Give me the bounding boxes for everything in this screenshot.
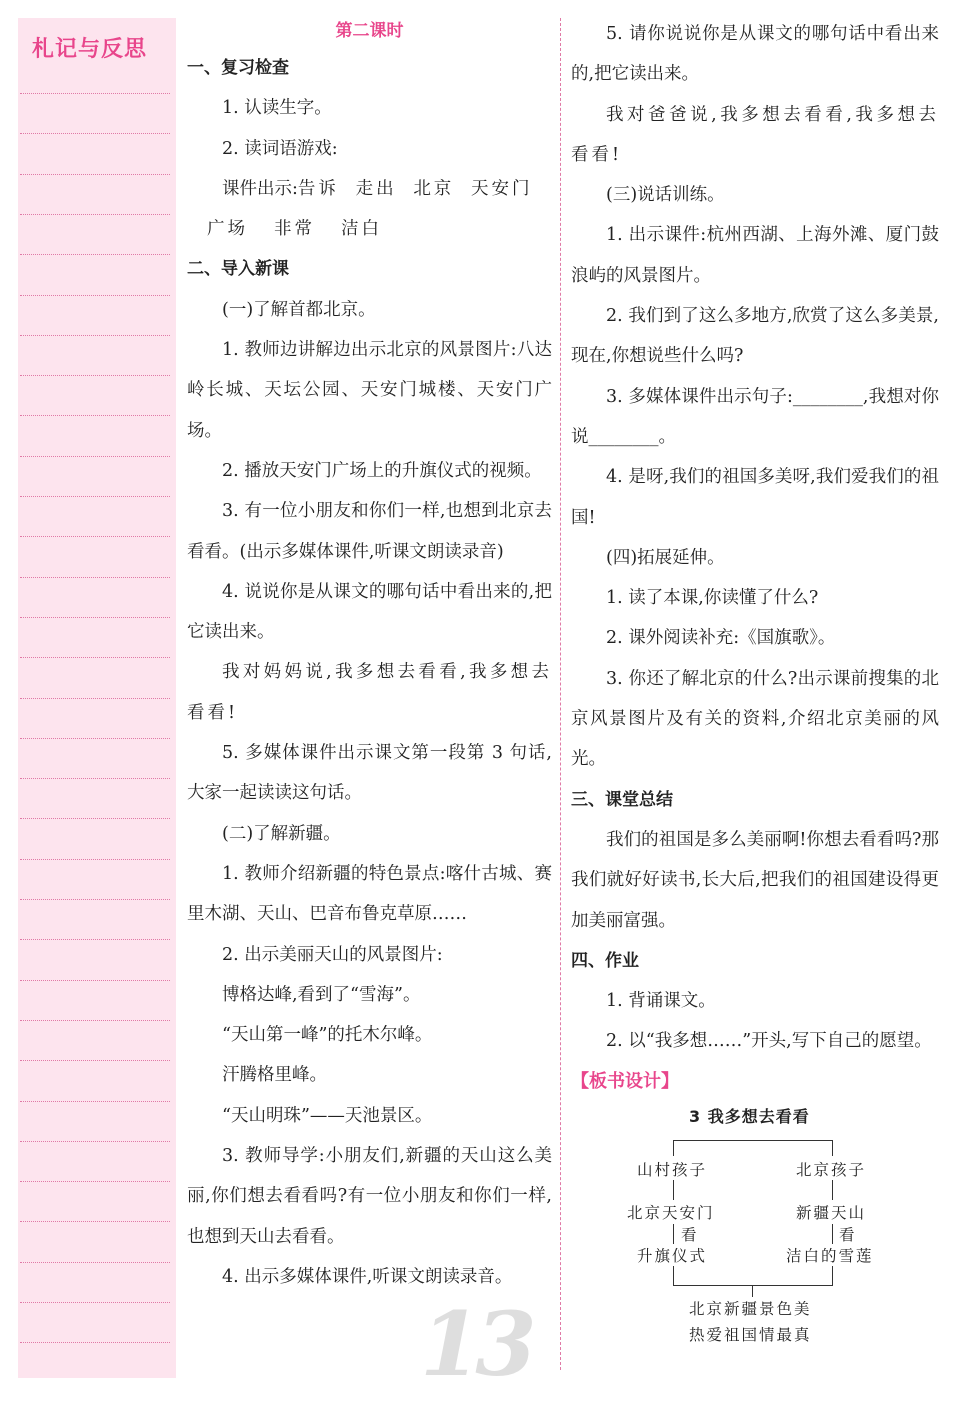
paragraph: 3. 教师导学:小朋友们,新疆的天山这么美丽,你们想去看看吗?有一位小朋友和你们一样,也想到天山去看看。 (187, 1146, 552, 1247)
subsection-heading: (一)了解首都北京。 (222, 299, 376, 320)
sidebar-ruled-line (20, 698, 170, 699)
word-list-intro: 课件出示: (222, 178, 298, 199)
paragraph: 2. 播放天安门广场上的升旗仪式的视频。 (222, 460, 542, 481)
sidebar-ruled-line (20, 617, 170, 618)
subsection-heading: (三)说话训练。 (606, 185, 725, 206)
board-left-bottom: 升旗仪式 (637, 1247, 708, 1265)
sidebar-ruled-line (20, 133, 170, 134)
list-item: 2. 以“我多想……”开头,写下自己的愿望。 (606, 1031, 932, 1052)
notes-sidebar (18, 18, 176, 1378)
board-conclusion-2: 热爱祖国情最真 (689, 1326, 812, 1344)
board-connector (673, 1266, 674, 1286)
sidebar-ruled-line (20, 1181, 170, 1182)
list-item: 博格达峰,看到了“雪海”。 (222, 984, 421, 1005)
sidebar-ruled-line (20, 536, 170, 537)
sidebar-ruled-line (20, 818, 170, 819)
sidebar-ruled-line (20, 456, 170, 457)
sidebar-title: 札记与反思 (32, 37, 148, 62)
paragraph: 2. 出示美丽天山的风景图片: (222, 944, 443, 965)
sidebar-ruled-line (20, 375, 170, 376)
sidebar-ruled-line (20, 577, 170, 578)
word: 非常 (274, 219, 315, 240)
list-item: 汗腾格里峰。 (222, 1065, 327, 1086)
list-item: “天山明珠”——天池景区。 (222, 1105, 433, 1126)
paragraph: 我们的祖国是多么美丽啊!你想去看看吗?那我们就好好读书,长大后,把我们的祖国建设得更加美丽富强。 (571, 829, 939, 931)
quote: 我对爸爸说,我多想去看看,我多想去看看! (571, 104, 939, 165)
right-column (571, 14, 939, 1102)
sidebar-ruled-line (20, 214, 170, 215)
board-design-heading: 【板书设计】 (571, 1070, 679, 1092)
sidebar-ruled-line (20, 254, 170, 255)
board-right-mid: 新疆天山 (796, 1204, 867, 1222)
sidebar-ruled-line (20, 415, 170, 416)
paragraph: 3. 有一位小朋友和你们一样,也想到北京去看看。(出示多媒体课件,听课文朗读录音) (187, 501, 552, 562)
section-heading-homework: 四、作业 (571, 950, 639, 971)
sidebar-ruled-line (20, 980, 170, 981)
board-right-bottom: 洁白的雪莲 (786, 1247, 874, 1265)
board-right-top: 北京孩子 (796, 1161, 867, 1179)
column-divider (560, 18, 561, 1370)
word: 告诉 (297, 178, 339, 199)
list-item: 1. 背诵课文。 (606, 991, 716, 1012)
sidebar-ruled-line (20, 939, 170, 940)
board-connector (832, 1224, 833, 1244)
board-top-bar (673, 1140, 833, 1141)
sidebar-ruled-line (20, 295, 170, 296)
left-column (187, 14, 552, 1297)
board-title: 3 我多想去看看 (689, 1107, 810, 1126)
board-left-mid: 北京天安门 (627, 1204, 715, 1222)
board-left-top: 山村孩子 (637, 1161, 708, 1179)
paragraph: 2. 读词语游戏: (222, 138, 338, 159)
page-number: 13 (420, 1292, 531, 1396)
board-connector (832, 1180, 833, 1200)
board-conclusion-1: 北京新疆景色美 (689, 1300, 812, 1318)
sidebar-ruled-lines (20, 18, 170, 1378)
sidebar-ruled-line (20, 1060, 170, 1061)
sidebar-ruled-line (20, 1101, 170, 1102)
board-connector (752, 1285, 753, 1297)
sidebar-ruled-line (20, 93, 170, 94)
paragraph: 3. 多媒体课件出示句子:________,我想对你说________。 (571, 386, 939, 447)
paragraph: 2. 课外阅读补充:《国旗歌》。 (606, 628, 836, 649)
word: 走出 (355, 178, 397, 199)
subsection-heading: (四)拓展延伸。 (606, 547, 725, 568)
paragraph: 1. 教师介绍新疆的特色景点:喀什古城、赛里木湖、天山、巴音布鲁克草原…… (187, 863, 552, 925)
board-bottom-bar (673, 1285, 833, 1286)
board-left-verb: 看 (681, 1226, 699, 1244)
paragraph: 5. 多媒体课件出示课文第一段第 3 句话,大家一起读读这句话。 (187, 743, 552, 804)
word-list-row (187, 169, 552, 209)
quote: 我对妈妈说,我多想去看看,我多想去看看! (187, 662, 552, 723)
sidebar-ruled-line (20, 1262, 170, 1263)
paragraph: 3. 你还了解北京的什么?出示课前搜集的北京风景图片及有关的资料,介绍北京美丽的风光。 (571, 668, 939, 770)
section-heading-summary: 三、课堂总结 (571, 789, 673, 810)
sidebar-ruled-line (20, 1342, 170, 1343)
list-item: “天山第一峰”的托木尔峰。 (222, 1025, 433, 1046)
sidebar-ruled-line (20, 496, 170, 497)
sidebar-ruled-line (20, 174, 170, 175)
paragraph: 1. 读了本课,你读懂了什么? (606, 588, 819, 609)
section-heading-review: 一、复习检查 (187, 58, 289, 78)
sidebar-ruled-line (20, 1141, 170, 1142)
word: 天安门 (471, 178, 533, 199)
sidebar-ruled-line (20, 1302, 170, 1303)
sidebar-ruled-line (20, 738, 170, 739)
section-heading-intro: 二、导入新课 (187, 259, 289, 280)
word-list-row (187, 209, 552, 249)
lesson-title: 第二课时 (335, 21, 404, 41)
paragraph: 1. 认读生字。 (222, 98, 332, 119)
word: 广场 (207, 219, 248, 240)
paragraph: 1. 出示课件:杭州西湖、上海外滩、厦门鼓浪屿的风景图片。 (571, 225, 939, 286)
sidebar-ruled-line (20, 335, 170, 336)
subsection-heading: (二)了解新疆。 (222, 823, 341, 844)
word: 北京 (413, 178, 455, 199)
paragraph: 4. 是呀,我们的祖国多美呀,我们爱我们的祖国! (571, 467, 939, 528)
board-connector (832, 1266, 833, 1286)
sidebar-ruled-line (20, 1221, 170, 1222)
paragraph: 2. 我们到了这么多地方,欣赏了这么多美景,现在,你想说些什么吗? (571, 306, 939, 367)
board-design-diagram (571, 1098, 939, 1358)
paragraph: 1. 教师边讲解边出示北京的风景图片:八达岭长城、天坛公园、天安门城楼、天安门广场。 (187, 340, 552, 441)
board-connector (673, 1180, 674, 1200)
sidebar-ruled-line (20, 657, 170, 658)
sidebar-ruled-line (20, 899, 170, 900)
paragraph: 4. 说说你是从课文的哪句话中看出来的,把它读出来。 (187, 581, 552, 643)
paragraph: 5. 请你说说你是从课文的哪句话中看出来的,把它读出来。 (571, 24, 939, 85)
sidebar-ruled-line (20, 1020, 170, 1021)
paragraph: 4. 出示多媒体课件,听课文朗读录音。 (222, 1266, 513, 1287)
board-connector (832, 1140, 833, 1156)
sidebar-ruled-line (20, 778, 170, 779)
word: 洁白 (341, 219, 382, 240)
board-right-verb: 看 (839, 1226, 857, 1244)
board-connector (673, 1224, 674, 1244)
board-connector (673, 1140, 674, 1156)
sidebar-ruled-line (20, 859, 170, 860)
